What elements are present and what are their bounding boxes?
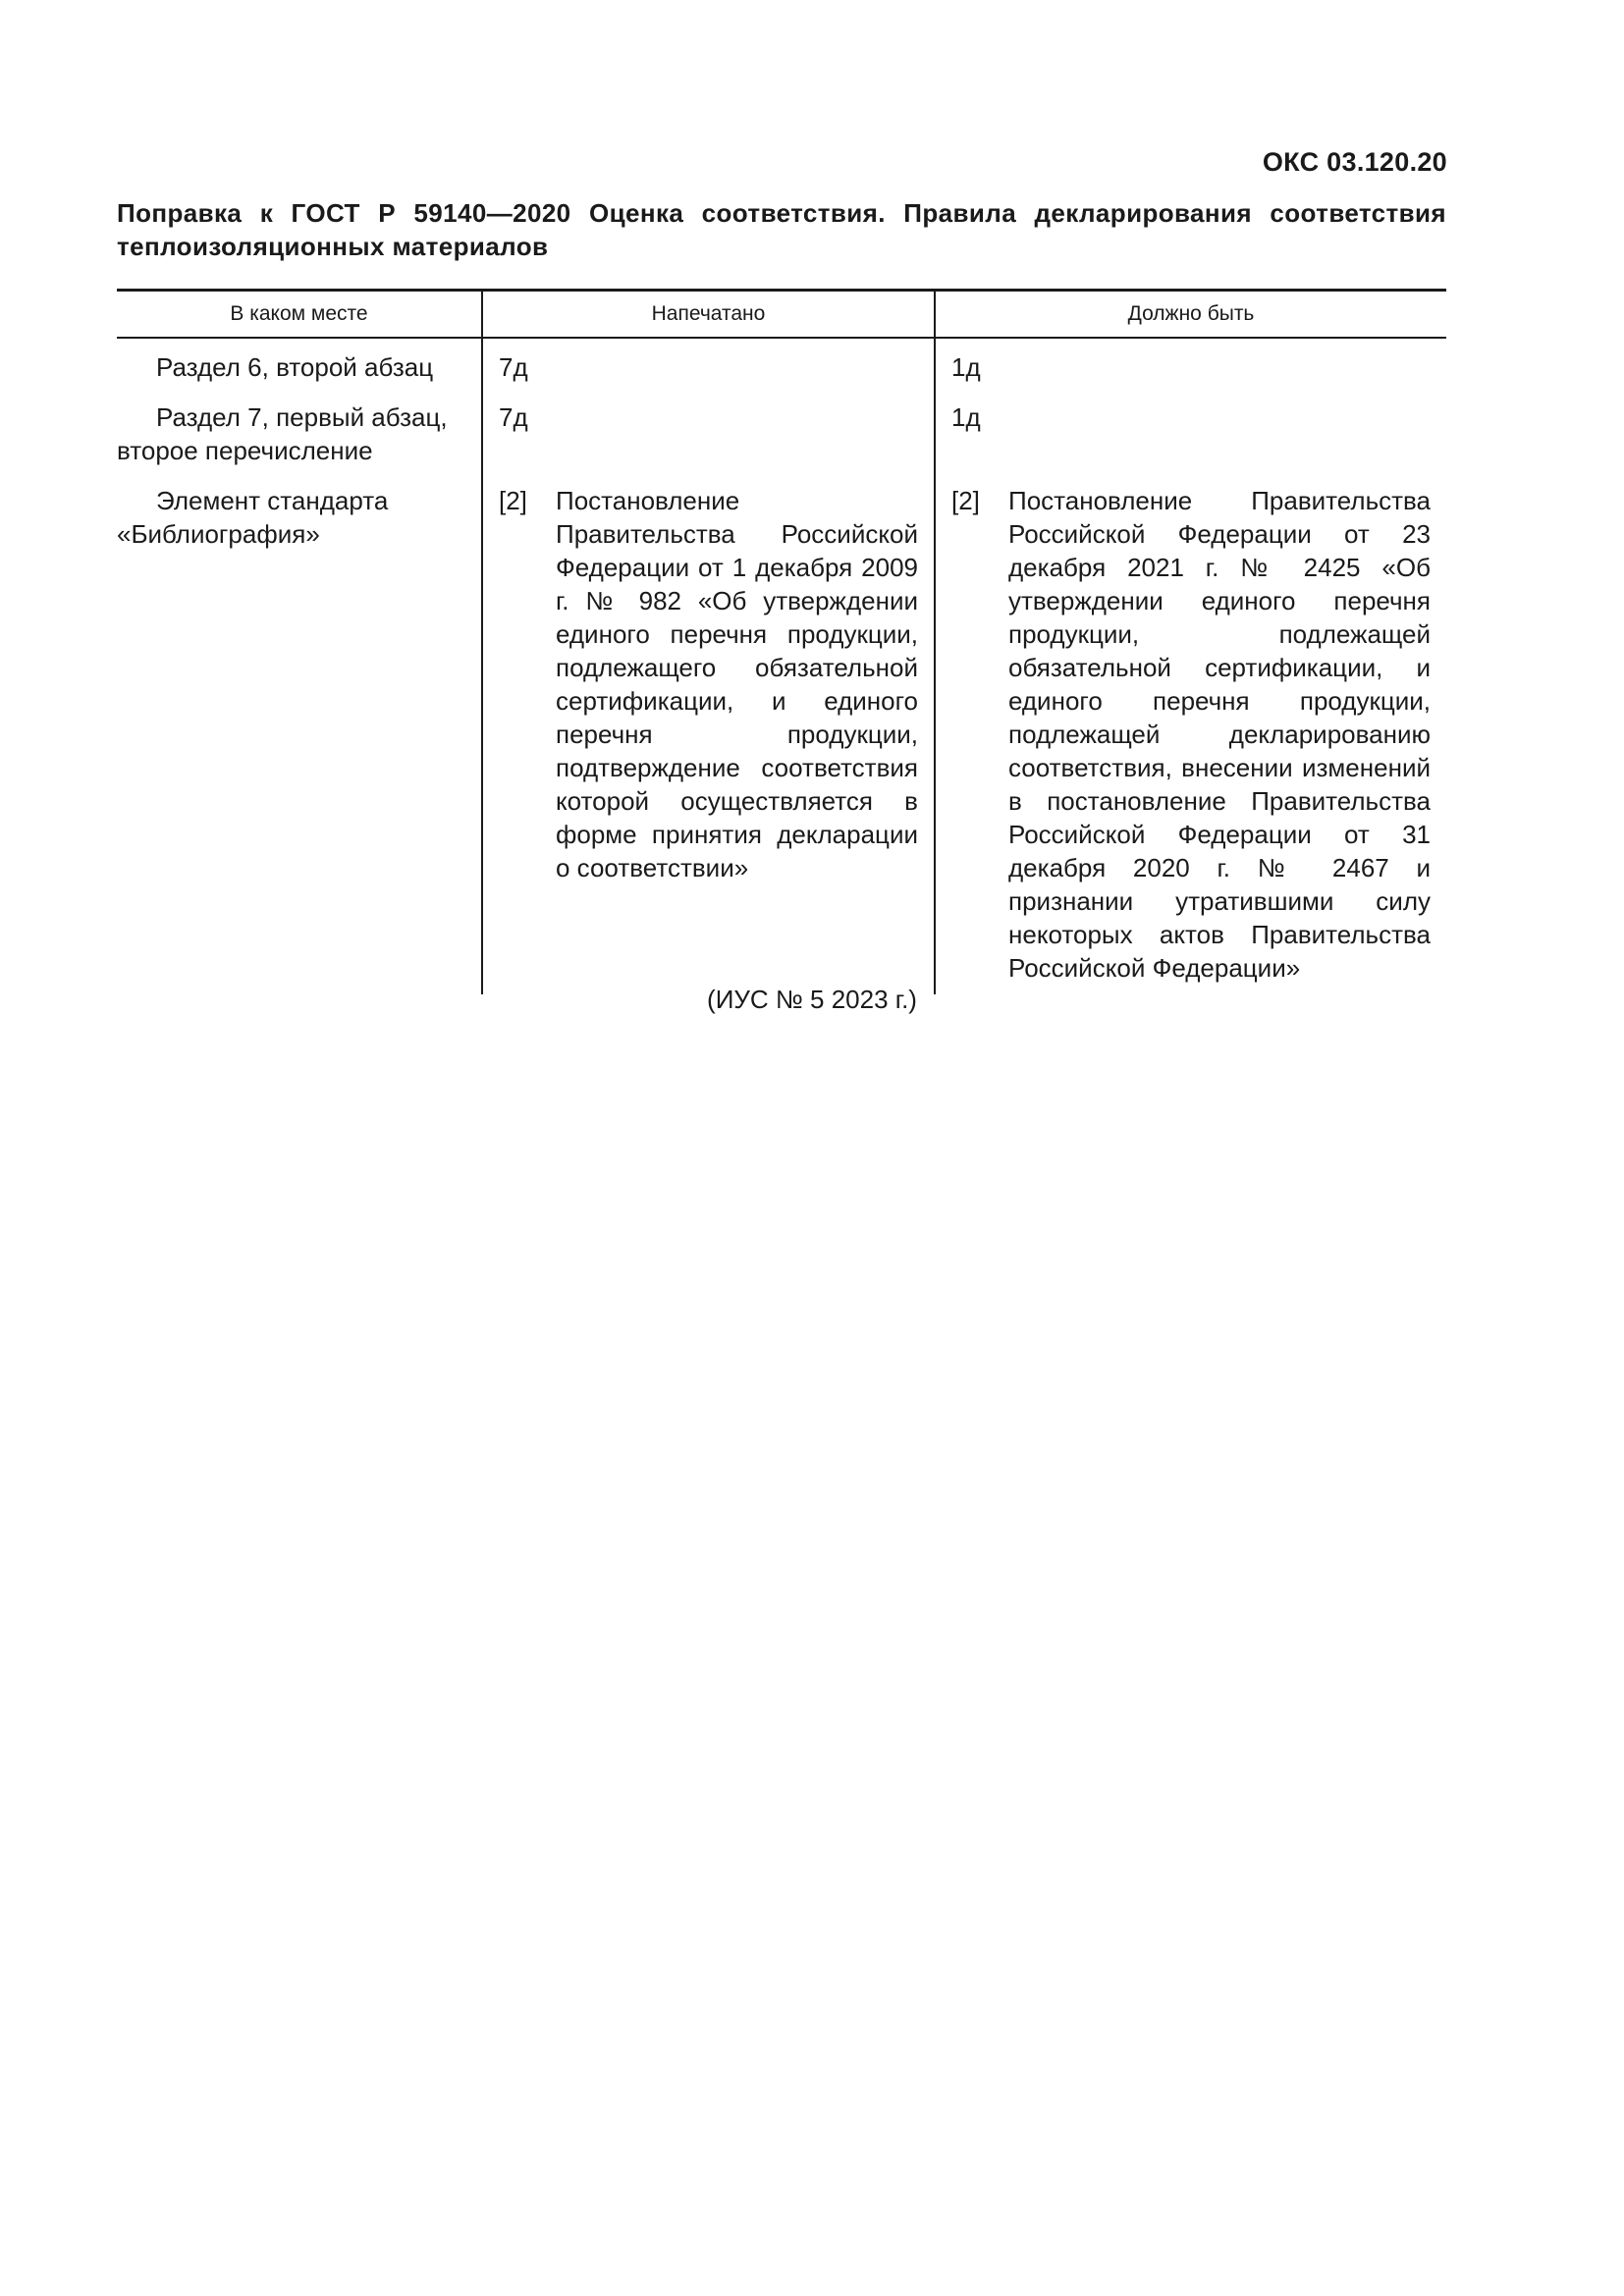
reference-number: [2] bbox=[499, 486, 527, 515]
amendment-table bbox=[117, 289, 1446, 994]
classification-code: ОКС 03.120.20 bbox=[1262, 147, 1447, 177]
document-title: Поправка к ГОСТ Р 59140—2020 Оценка соответствия. Правила декларирования соответствия теплоизоляционных материалов bbox=[117, 198, 1446, 261]
table-row bbox=[117, 467, 1446, 994]
bibliography-entry-should-be bbox=[936, 484, 1446, 985]
row-place: Раздел 6, второй абзац bbox=[156, 352, 434, 382]
table-row bbox=[117, 384, 1446, 467]
column-header-printed: Напечатано bbox=[482, 291, 935, 339]
row-should-be: Постановление Правительства Российской Федерации от 23 декабря 2021 г. № 2425 «Об утверждении единого перечня продукции, подлежащей обязательной сертификации, и единого перечня продукции, подлежащей декларированию соответствия, внесении изменений в постановление Правительства Российской Федерации от 31 декабря 2020 г. № 2467 и признании утратившими силу некоторых актов Правительства Российской Федерации» bbox=[1008, 486, 1431, 983]
row-place: Раздел 7, первый абзац, второе перечисление bbox=[117, 402, 448, 465]
table-row bbox=[117, 338, 1446, 384]
row-should-be: 1д bbox=[935, 338, 1446, 384]
row-printed: 7д bbox=[482, 384, 935, 467]
reference-number: [2] bbox=[951, 486, 980, 515]
ius-reference: (ИУС № 5 2023 г.) bbox=[707, 985, 917, 1014]
row-printed: Постановление Правительства Российской Федерации от 1 декабря 2009 г. № 982 «Об утверждении единого перечня продукции, подлежащего обязательной сертификации, и единого перечня продукции, подтверждение соответствия которой осуществляется в форме принятия декларации о соответствии» bbox=[556, 486, 918, 882]
bibliography-entry-printed bbox=[483, 484, 934, 884]
column-header-should-be: Должно быть bbox=[935, 291, 1446, 339]
column-header-place: В каком месте bbox=[117, 291, 482, 339]
row-printed: 7д bbox=[482, 338, 935, 384]
amendment-table-container bbox=[117, 289, 1446, 994]
row-should-be: 1д bbox=[935, 384, 1446, 467]
row-should-be-cell bbox=[935, 467, 1446, 994]
row-place: Элемент стандарта «Библиография» bbox=[117, 486, 389, 549]
row-printed-cell bbox=[482, 467, 935, 994]
table-header-row bbox=[117, 291, 1446, 339]
